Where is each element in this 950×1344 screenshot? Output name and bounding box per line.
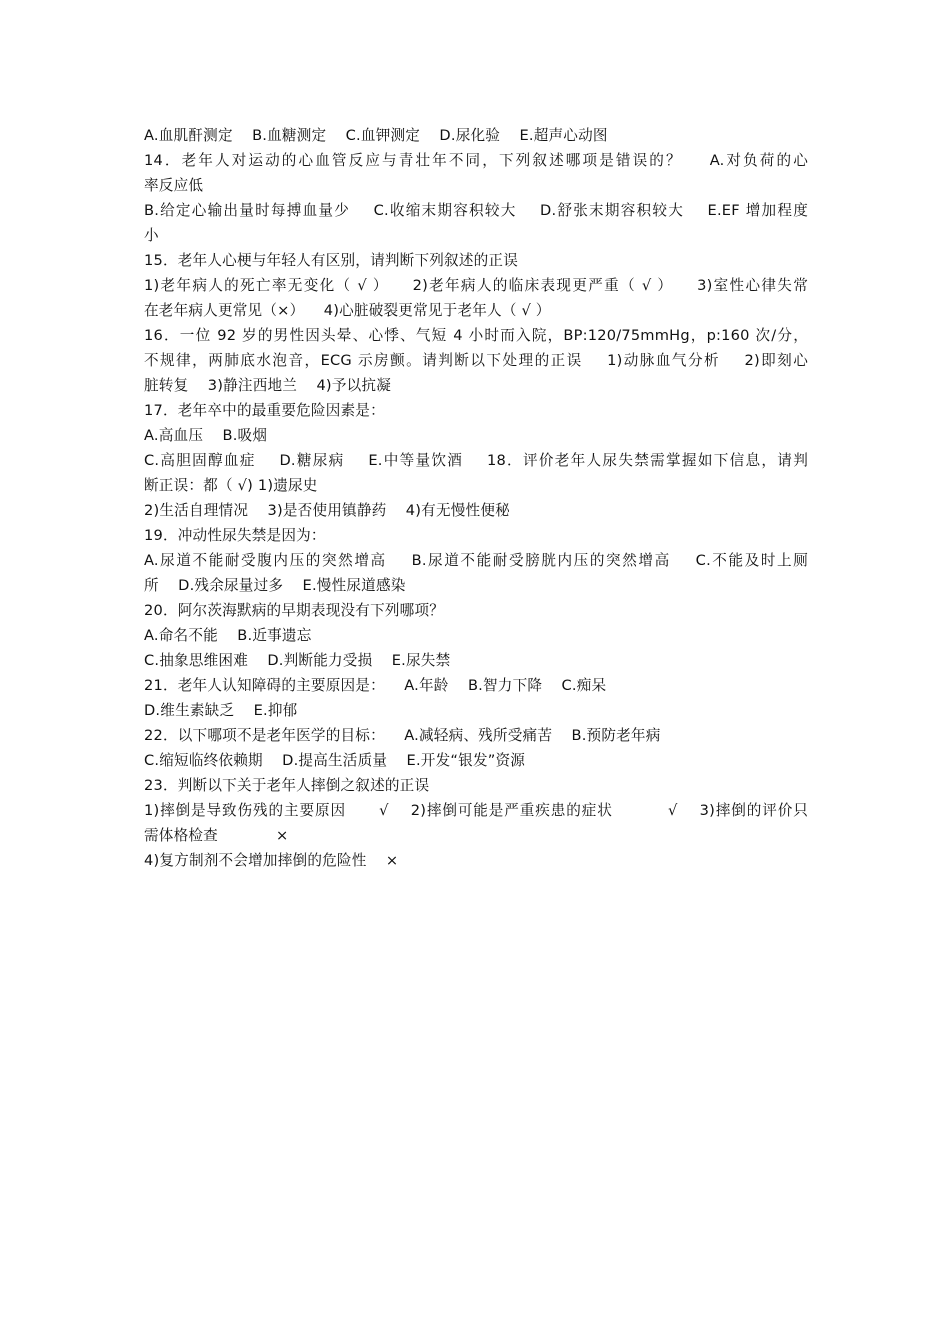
text-line: 21．老年人认知障碍的主要原因是： A.年龄 B.智力下降 C.痴呆 — [144, 677, 607, 694]
text-line: C.高胆固醇血症 D.糖尿病 E.中等量饮酒 18．评价老年人尿失禁需掌握如下信息，请判 — [144, 452, 808, 469]
text-line: 需体格检查 × — [144, 827, 289, 844]
text-line: A.高血压 B.吸烟 — [144, 427, 268, 444]
text-line: 率反应低 — [144, 177, 204, 194]
text-line: B.给定心输出量时每搏血量少 C.收缩末期容积较大 D.舒张末期容积较大 E.EF 增加程度 — [144, 202, 808, 219]
text-line: 4)复方制剂不会增加摔倒的危险性 × — [144, 852, 399, 869]
text-line: 22．以下哪项不是老年医学的目标： A.减轻病、残所受痛苦 B.预防老年病 — [144, 727, 661, 744]
text-line: 不规律，两肺底水泡音，ECG 示房颤。请判断以下处理的正误 1)动脉血气分析 2)即刻心 — [144, 352, 808, 369]
text-line: 1)摔倒是导致伤残的主要原因 √ 2)摔倒可能是严重疾患的症状 √ 3)摔倒的评价只 — [144, 802, 808, 819]
text-line: A.命名不能 B.近事遗忘 — [144, 627, 312, 644]
document-body — [144, 123, 808, 873]
text-line: 23．判断以下关于老年人摔倒之叙述的正误 — [144, 777, 430, 794]
text-line: 2)生活自理情况 3)是否使用镇静药 4)有无慢性便秘 — [144, 502, 510, 519]
text-line: 17．老年卒中的最重要危险因素是： — [144, 402, 385, 419]
text-line: D.维生素缺乏 E.抑郁 — [144, 702, 298, 719]
text-line: 脏转复 3)静注西地兰 4)予以抗凝 — [144, 377, 391, 394]
text-line: 16．一位 92 岁的男性因头晕、心悸、气短 4 小时而入院，BP:120/75mmHg，p:160 次/分， — [144, 327, 808, 344]
text-line: 小 — [144, 227, 159, 244]
text-line: A.血肌酐测定 B.血糖测定 C.血钾测定 D.尿化验 E.超声心动图 — [144, 127, 608, 144]
text-line: A.尿道不能耐受腹内压的突然增高 B.尿道不能耐受膀胱内压的突然增高 C.不能及时上厕 — [144, 552, 808, 569]
text-line: 所 D.残余尿量过多 E.慢性尿道感染 — [144, 577, 406, 594]
text-line: 20．阿尔茨海默病的早期表现没有下列哪项？ — [144, 602, 445, 619]
text-line: 1)老年病人的死亡率无变化（ √ ） 2)老年病人的临床表现更严重（ √ ） 3)室性心律失常 — [144, 277, 808, 294]
text-line: 断正误：都（ √) 1)遗尿史 — [144, 477, 318, 494]
text-line: 在老年病人更常见（×） 4)心脏破裂更常见于老年人（ √ ） — [144, 302, 551, 319]
text-line: 14．老年人对运动的心血管反应与青壮年不同，下列叙述哪项是错误的？ A.对负荷的心 — [144, 152, 808, 169]
text-line: 15．老年人心梗与年轻人有区别，请判断下列叙述的正误 — [144, 252, 519, 269]
text-line: C.抽象思维困难 D.判断能力受损 E.尿失禁 — [144, 652, 451, 669]
text-line: C.缩短临终依赖期 D.提高生活质量 E.开发“银发”资源 — [144, 752, 526, 769]
text-line: 19．冲动性尿失禁是因为： — [144, 527, 326, 544]
